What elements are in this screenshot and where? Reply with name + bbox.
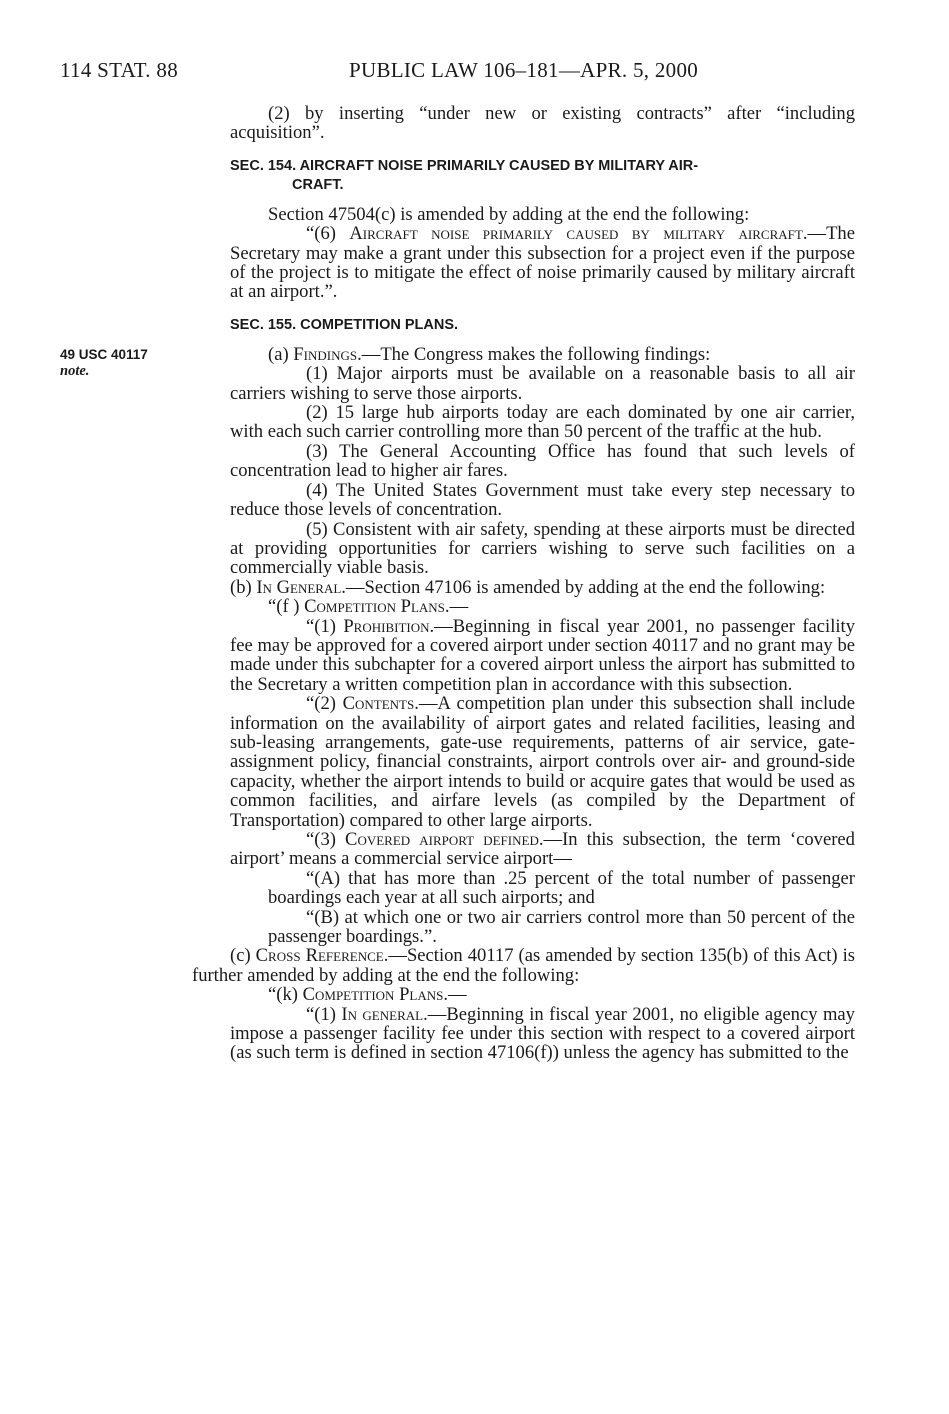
finding-1: (1) Major airports must be available on a reasonable basis to all air carriers wishing to serve those airports.	[230, 363, 855, 404]
sec154-heading: SEC. 154. AIRCRAFT NOISE PRIMARILY CAUSED BY MILITARY AIR- CRAFT.	[230, 157, 699, 193]
subsec-b: (b) In General.—Section 47106 is amended by adding at the end the following:	[230, 576, 826, 598]
subsec-k: “(k) Competition Plans.—	[268, 984, 467, 1006]
finding-3: (3) The General Accounting Office has found that such levels of concentration lead to higher air fares.	[230, 440, 855, 482]
para-f3b: “(B) at which one or two air carriers control more than 50 percent of the passenger boardings.”.	[268, 906, 855, 948]
sec154-quote: “(6) Aircraft noise primarily caused by military aircraft.—The Secretary may make a grant under this subsection for a project even if the purpose of the project is to mitigate the effect of noise primarily caused by military aircraft at an airport.”.	[230, 223, 855, 303]
margin-note-label: note.	[60, 363, 90, 379]
sec155-heading: SEC. 155. COMPETITION PLANS.	[230, 316, 459, 333]
sec154-intro: Section 47504(c) is amended by adding at the end the following:	[268, 203, 750, 225]
margin-citation: 49 USC 40117	[60, 347, 148, 362]
para-k1: “(1) In general.—Beginning in fiscal year 2001, no eligible agency may impose a passenger facility fee under this section with respect to a covered airport (as such term is defined in section 47106(f)) unless the agency has submitted to the	[230, 1003, 855, 1064]
paragraph-inserting: (2) by inserting “under new or existing contracts” after “including acquisition”.	[230, 103, 855, 144]
subsec-f: “(f ) Competition Plans.—	[268, 596, 469, 618]
para-f3a: “(A) that has more than .25 percent of the total number of passenger boardings each year at all such airports; and	[268, 867, 855, 909]
subsec-a: (a) Findings.—The Congress makes the following findings:	[268, 343, 711, 365]
page-header	[60, 58, 900, 88]
finding-4: (4) The United States Government must take every step necessary to reduce those levels of concentration.	[230, 479, 855, 521]
finding-2: (2) 15 large hub airports today are each dominated by one air carrier, with each such carrier controlling more than 50 percent of the traffic at the hub.	[230, 402, 855, 443]
finding-5: (5) Consistent with air safety, spending at these airports must be directed at providing opportunities for carriers wishing to serve such facilities on a commercially viable basis.	[230, 518, 855, 579]
folio: 114 STAT. 88	[60, 58, 179, 82]
para-f3: “(3) Covered airport defined.—In this subsection, the term ‘covered airport’ means a commercial service airport—	[230, 829, 855, 870]
body-text	[192, 103, 855, 1064]
running-head: PUBLIC LAW 106–181—APR. 5, 2000	[349, 58, 699, 82]
subsec-c: (c) Cross Reference.—Section 40117 (as amended by section 135(b) of this Act) is further amended by adding at the end the following:	[192, 945, 855, 986]
para-f1: “(1) Prohibition.—Beginning in fiscal year 2001, no passenger facility fee may be approved for a covered airport under section 40117 and no grant may be made under this subchapter for a covered airport unless the airport has submitted to the Secretary a written competition plan in accordance with this subsection.	[230, 615, 855, 695]
margin-note	[60, 346, 148, 380]
para-f2: “(2) Contents.—A competition plan under this subsection shall include information on the availability of airport gates and related facilities, leasing and sub-leasing arrangements, gate-use requirements, patterns of air service, gate-assignment policy, financial constraints, airport controls over air- and ground-side capacity, whether the airport intends to build or acquire gates that would be used as common facilities, and airfare levels (as compiled by the Department of Transportation) compared to other large airports.	[230, 693, 855, 831]
